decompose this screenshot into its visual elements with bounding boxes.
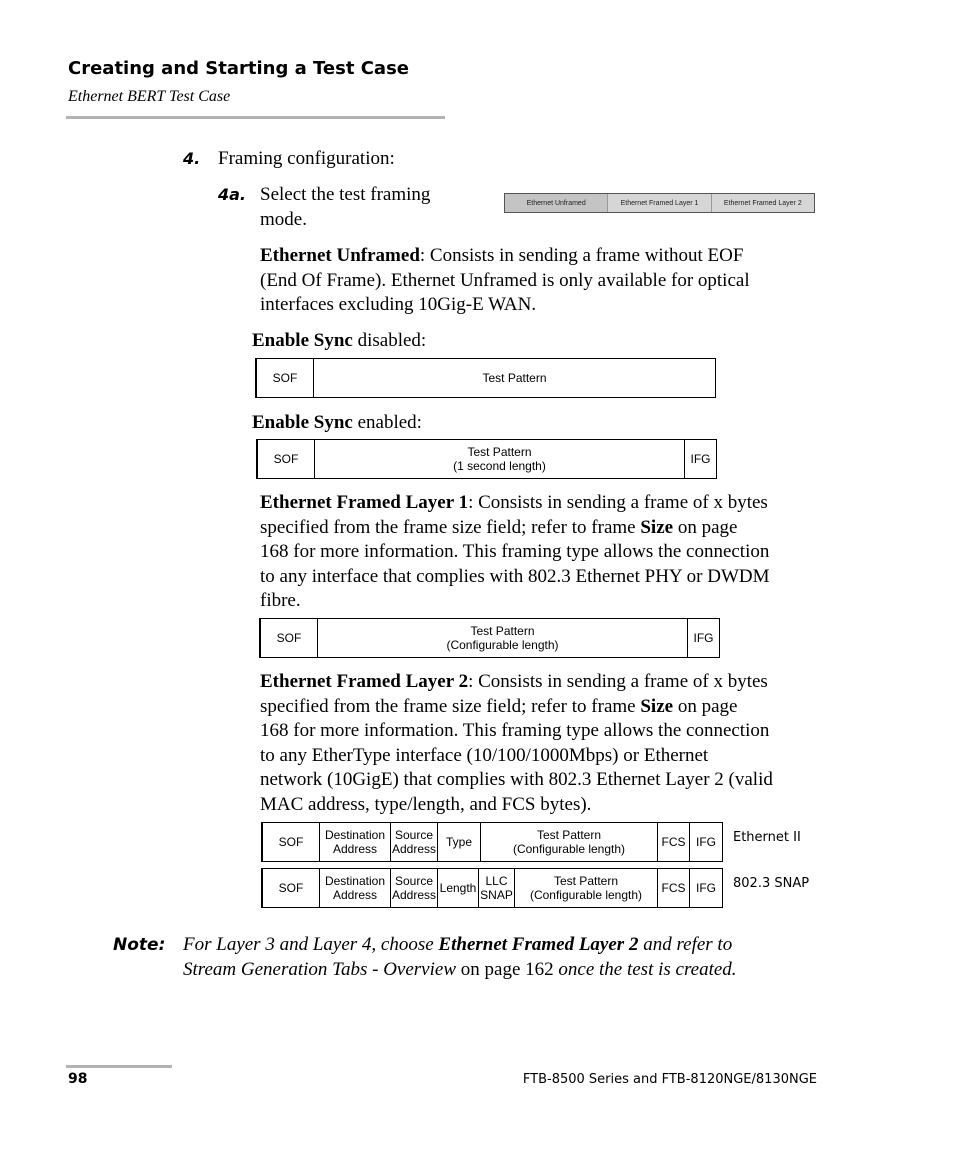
text: : Consists in sending a frame without EOF <box>419 245 744 266</box>
sof-field: SOF <box>261 619 318 657</box>
length-field: Length <box>438 869 479 907</box>
substep-text <box>260 183 430 232</box>
text: enabled: <box>352 412 422 433</box>
destination-address-field <box>320 823 391 861</box>
link-size[interactable]: Size <box>640 695 674 717</box>
text: : Consists in sending a frame of x bytes <box>468 492 768 513</box>
text: 168 for more information. This framing type allows the connection <box>260 720 770 741</box>
type-field: Type <box>438 823 481 861</box>
tab-ethernet-unframed[interactable]: Ethernet Unframed <box>505 194 608 212</box>
ifg-field: IFG <box>693 631 714 645</box>
page-number: 98 <box>68 1071 88 1087</box>
note-text <box>183 933 823 982</box>
link-size[interactable]: Size <box>640 516 674 538</box>
substep-number: 4a. <box>218 185 247 204</box>
note-label: Note: <box>113 935 166 955</box>
field-line: (Configurable length) <box>512 842 626 856</box>
substep-line: Select the test framing <box>260 184 431 205</box>
text: on page <box>673 516 738 538</box>
product-name: FTB-8500 Series and FTB-8120NGE/8130NGE <box>522 1072 817 1087</box>
field-line: (Configurable length) <box>446 638 559 652</box>
source-address-field <box>391 823 438 861</box>
term: Ethernet Framed Layer 2 <box>260 671 469 692</box>
step-number: 4. <box>183 149 201 168</box>
text: For Layer 3 and Layer 4, choose <box>183 934 439 955</box>
text: specified from the frame size field; refer to frame <box>260 695 641 717</box>
field-line: Source <box>394 828 434 842</box>
text: 168 for more information. This framing type allows the connection <box>260 541 770 562</box>
field-line: Test Pattern <box>467 445 532 459</box>
sof-field: SOF <box>263 823 320 861</box>
text: network (10GigE) that complies with 802.3 Ethernet Layer 2 (valid <box>260 769 773 790</box>
text: MAC address, type/length, and FCS bytes). <box>260 793 592 815</box>
unframed-paragraph <box>260 244 830 318</box>
term: Enable Sync <box>252 412 353 433</box>
field-line: Destination <box>324 874 386 888</box>
term: Ethernet Framed Layer 1 <box>260 492 469 513</box>
fcs-field: FCS <box>658 869 690 907</box>
field-line: LLC <box>485 874 508 888</box>
text: fibre. <box>260 590 301 611</box>
framing-mode-tabs <box>504 193 815 213</box>
tab-ethernet-framed-layer-2[interactable]: Ethernet Framed Layer 2 <box>723 199 802 207</box>
frame-label-ethernet-ii: Ethernet II <box>733 830 801 845</box>
sof-field: SOF <box>258 440 315 478</box>
layer2-paragraph <box>260 670 830 817</box>
sync-disabled-caption <box>252 329 426 354</box>
text: (End Of Frame). Ethernet Unframed is only available for optical <box>260 269 750 291</box>
field-line: Test Pattern <box>536 828 601 842</box>
tab-ethernet-framed-layer-1[interactable]: Ethernet Framed Layer 1 <box>608 194 711 212</box>
field-line: Address <box>391 888 437 902</box>
term: Ethernet Unframed <box>260 245 420 266</box>
term: Enable Sync <box>252 330 353 351</box>
ifg-field: IFG <box>690 452 711 466</box>
field-line: (Configurable length) <box>529 888 643 902</box>
frame-diagram-layer1 <box>259 618 720 658</box>
sof-field: SOF <box>257 359 314 397</box>
test-pattern-field <box>481 823 658 861</box>
text: to any EtherType interface (10/100/1000Mbps) or Ethernet <box>260 744 709 766</box>
header-rule <box>66 116 445 119</box>
text: to any interface that complies with 802.3 Ethernet PHY or DWDM <box>260 565 770 587</box>
test-pattern-field: Test Pattern <box>482 371 547 385</box>
field-line: Test Pattern <box>553 874 618 888</box>
step-text: Framing configuration: <box>218 148 395 169</box>
test-pattern-field <box>315 440 685 478</box>
text: disabled: <box>352 330 427 351</box>
term: Ethernet Framed Layer 2 <box>438 934 639 955</box>
ifg-field: IFG <box>696 881 716 895</box>
source-address-field <box>391 869 438 907</box>
sync-enabled-caption <box>252 411 422 436</box>
section-title: Creating and Starting a Test Case <box>68 58 409 79</box>
text: on page 162 <box>456 958 554 980</box>
field-line: Address <box>391 842 437 856</box>
field-line: (1 second length) <box>453 459 546 473</box>
field-line: Test Pattern <box>470 624 535 638</box>
destination-address-field <box>320 869 391 907</box>
ifg-field: IFG <box>696 835 716 849</box>
fcs-field: FCS <box>658 823 690 861</box>
footer-rule <box>66 1065 172 1068</box>
field-line: SNAP <box>480 888 513 902</box>
text: interfaces excluding 10Gig-E WAN. <box>260 294 537 315</box>
link-stream-generation-tabs[interactable]: Stream Generation Tabs - Overview <box>183 958 457 980</box>
frame-diagram-sync-disabled <box>255 358 716 398</box>
text: and refer to <box>638 934 733 955</box>
frame-diagram-ethernet-ii <box>261 822 723 862</box>
llc-snap-field <box>479 869 515 907</box>
section-subtitle: Ethernet BERT Test Case <box>68 88 231 105</box>
sof-field: SOF <box>263 869 320 907</box>
field-line: Address <box>332 842 377 856</box>
field-line: Destination <box>324 828 386 842</box>
frame-label-802-3-snap: 802.3 SNAP <box>733 876 810 891</box>
frame-diagram-sync-enabled <box>256 439 717 479</box>
layer1-paragraph <box>260 491 830 614</box>
frame-diagram-802-3-snap <box>261 868 723 908</box>
text: : Consists in sending a frame of x bytes <box>468 671 768 692</box>
field-line: Address <box>332 888 377 902</box>
field-line: Source <box>394 874 434 888</box>
text: on page <box>673 695 738 717</box>
test-pattern-field <box>318 619 688 657</box>
text: specified from the frame size field; refer to frame <box>260 516 641 538</box>
substep-line: mode. <box>260 208 307 230</box>
text: once the test is created. <box>553 958 737 980</box>
test-pattern-field <box>515 869 658 907</box>
